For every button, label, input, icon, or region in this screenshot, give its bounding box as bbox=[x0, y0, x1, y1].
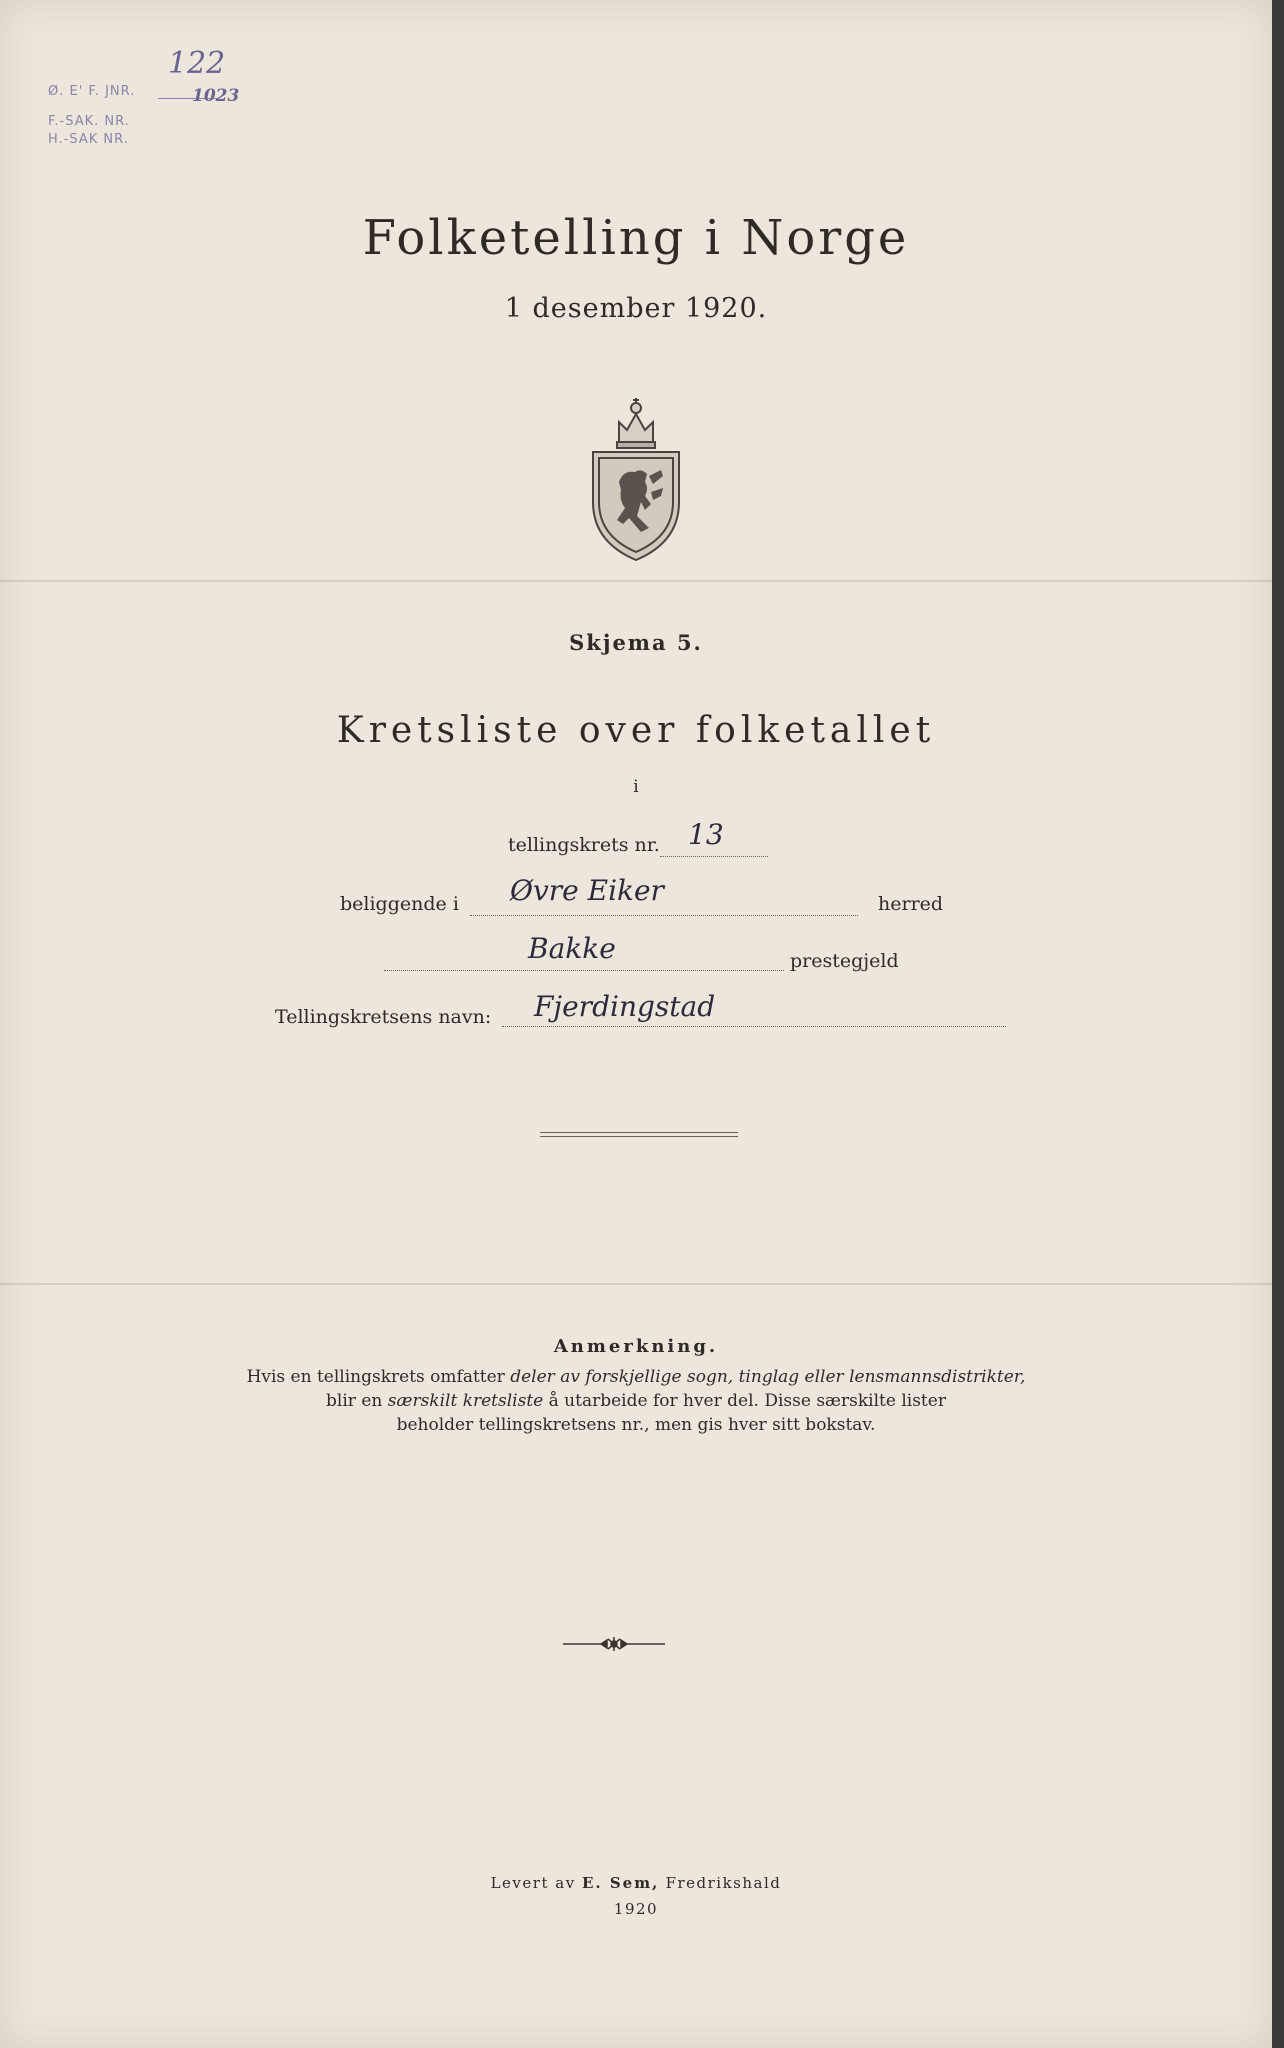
stamp-line-fsak: F.-SAK. NR. bbox=[48, 114, 130, 129]
krets-field-line bbox=[660, 856, 768, 857]
document-title: Folketelling i Norge bbox=[362, 210, 910, 266]
beliggende-value: Øvre Eiker bbox=[510, 874, 664, 907]
divider-rule bbox=[540, 1132, 738, 1137]
prestegjeld-label: prestegjeld bbox=[790, 950, 899, 972]
printer-place: Fredrikshald bbox=[659, 1874, 782, 1892]
prestegjeld-value: Bakke bbox=[528, 932, 616, 965]
printer-name: E. Sem, bbox=[581, 1874, 660, 1892]
krets-label: tellingskrets nr. bbox=[508, 834, 660, 856]
herred-label: herred bbox=[878, 893, 944, 915]
form-heading: Kretsliste over folketallet bbox=[336, 710, 936, 751]
stamp-handwritten-year: 1023 bbox=[192, 86, 240, 106]
stamp-handwritten-number: 122 bbox=[168, 46, 226, 81]
note-line-3: beholder tellingskretsens nr., men gis hver sitt bokstav. bbox=[396, 1415, 876, 1435]
krets-value: 13 bbox=[688, 818, 724, 851]
note-line-1-emphasis: deler av forskjellige sogn, tinglag eller lensmannsdistrikter, bbox=[510, 1367, 1026, 1387]
ornament-divider-icon bbox=[561, 1636, 667, 1652]
navn-value: Fjerdingstad bbox=[534, 990, 716, 1023]
note-title: Anmerkning. bbox=[553, 1336, 719, 1357]
note-line-2-emphasis: særskilt kretsliste bbox=[387, 1391, 544, 1411]
fold-line bbox=[0, 1283, 1272, 1285]
heading-preposition: i bbox=[633, 777, 639, 797]
note-line-1-text: Hvis en tellingskrets omfatter bbox=[246, 1367, 511, 1387]
prestegjeld-field-line bbox=[384, 970, 784, 971]
beliggende-label: beliggende i bbox=[340, 893, 459, 915]
archive-stamp bbox=[48, 46, 278, 160]
census-date: 1 desember 1920. bbox=[504, 293, 768, 324]
schema-label: Skjema 5. bbox=[569, 630, 703, 655]
printer-year: 1920 bbox=[613, 1900, 659, 1918]
stamp-line-hsak: H.-SAK NR. bbox=[48, 132, 129, 147]
printer-prefix: Levert av bbox=[490, 1874, 582, 1892]
navn-label: Tellingskretsens navn: bbox=[275, 1006, 492, 1028]
coat-of-arms-icon bbox=[589, 392, 683, 562]
navn-field-line bbox=[502, 1026, 1006, 1027]
note-line-2-text: blir en bbox=[326, 1391, 388, 1411]
printer-credit bbox=[0, 1870, 1272, 1922]
stamp-line-jnr: Ø. E' F. JNR. bbox=[48, 84, 136, 99]
fold-line bbox=[0, 580, 1272, 582]
note-line-1 bbox=[0, 1365, 1272, 1389]
note-line-2 bbox=[0, 1389, 1272, 1413]
note-text bbox=[0, 1365, 1272, 1437]
note-line-2-text-end: å utarbeide for hver del. Disse særskilte lister bbox=[543, 1391, 946, 1411]
printer-line bbox=[0, 1870, 1272, 1896]
beliggende-field-line bbox=[470, 915, 858, 916]
